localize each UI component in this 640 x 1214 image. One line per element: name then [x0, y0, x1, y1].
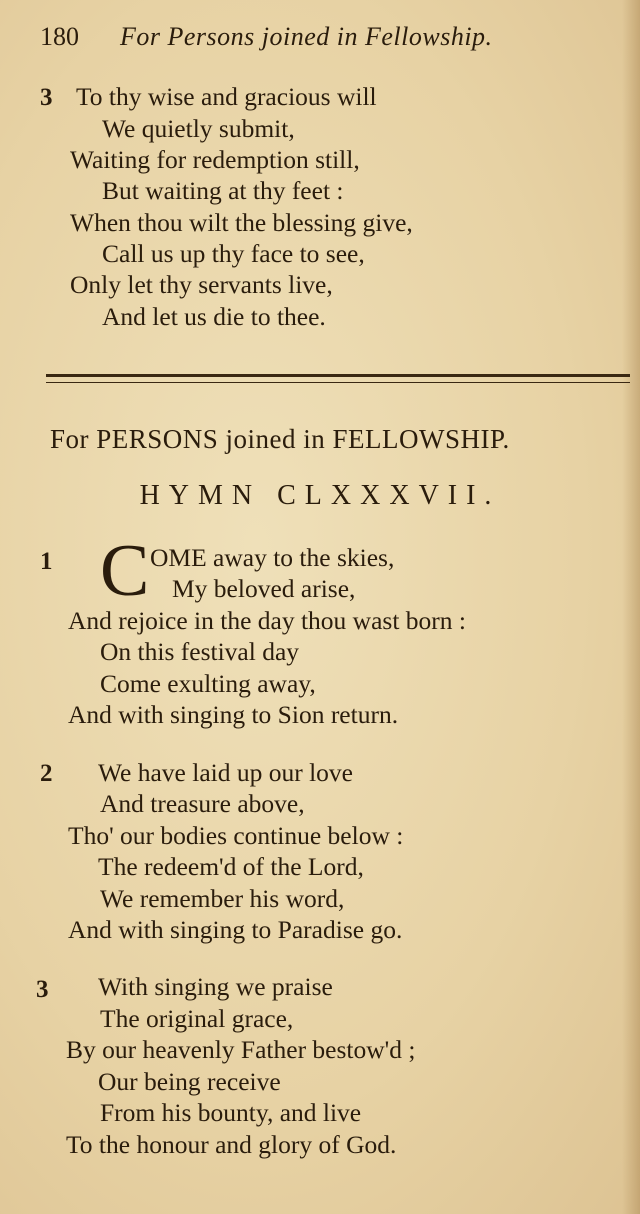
- drop-cap: C: [100, 530, 150, 612]
- stanza-number: 1: [40, 548, 53, 575]
- verse-line: On this festival day: [100, 637, 300, 666]
- verse-line: Come exulting away,: [100, 669, 316, 698]
- verse-line: And with singing to Paradise go.: [68, 915, 403, 944]
- verse-line: Tho' our bodies continue below :: [68, 821, 404, 850]
- verse-line: And let us die to thee.: [102, 302, 326, 331]
- verse-line: We quietly submit,: [102, 114, 295, 143]
- verse-line: From his bounty, and live: [100, 1098, 362, 1127]
- page-edge-shadow: [622, 0, 640, 1214]
- verse-line: The original grace,: [100, 1004, 294, 1033]
- hymn-title: HYMN CLXXXVII.: [139, 480, 501, 511]
- verse-line: And with singing to Sion return.: [68, 700, 399, 729]
- verse-line: But waiting at thy feet :: [102, 176, 344, 205]
- running-head-title: For Persons joined in Fellowship.: [120, 22, 493, 51]
- verse-line: Only let thy servants live,: [70, 270, 333, 299]
- stanza-number: 2: [40, 760, 53, 787]
- verse-line: Our being receive: [98, 1067, 281, 1096]
- stanza-number: 3: [40, 84, 53, 111]
- verse-line: By our heavenly Father bestow'd ;: [66, 1035, 416, 1064]
- verse-line: And rejoice in the day thou wast born :: [68, 606, 466, 635]
- verse-line: Call us up thy face to see,: [102, 239, 365, 268]
- verse-line: To the honour and glory of God.: [66, 1130, 397, 1159]
- verse-line: The redeem'd of the Lord,: [98, 852, 364, 881]
- page-number: 180: [40, 22, 79, 51]
- running-head: [40, 22, 600, 62]
- verse-line: We have laid up our love: [98, 758, 353, 787]
- verse-line: Waiting for redemption still,: [70, 145, 360, 174]
- verse-line: And treasure above,: [100, 789, 305, 818]
- verse-line: To thy wise and gracious will: [76, 82, 377, 111]
- section-heading: For PERSONS joined in FELLOWSHIP.: [50, 424, 510, 454]
- verse-line: We remember his word,: [100, 884, 345, 913]
- verse-line: My beloved arise,: [172, 574, 356, 603]
- section-rule-top: [46, 374, 630, 377]
- verse-line: OME away to the skies,: [150, 543, 395, 572]
- verse-line: With singing we praise: [98, 972, 333, 1001]
- section-rule-bottom: [46, 382, 630, 383]
- stanza-number: 3: [36, 976, 49, 1003]
- verse-line: When thou wilt the blessing give,: [70, 208, 413, 237]
